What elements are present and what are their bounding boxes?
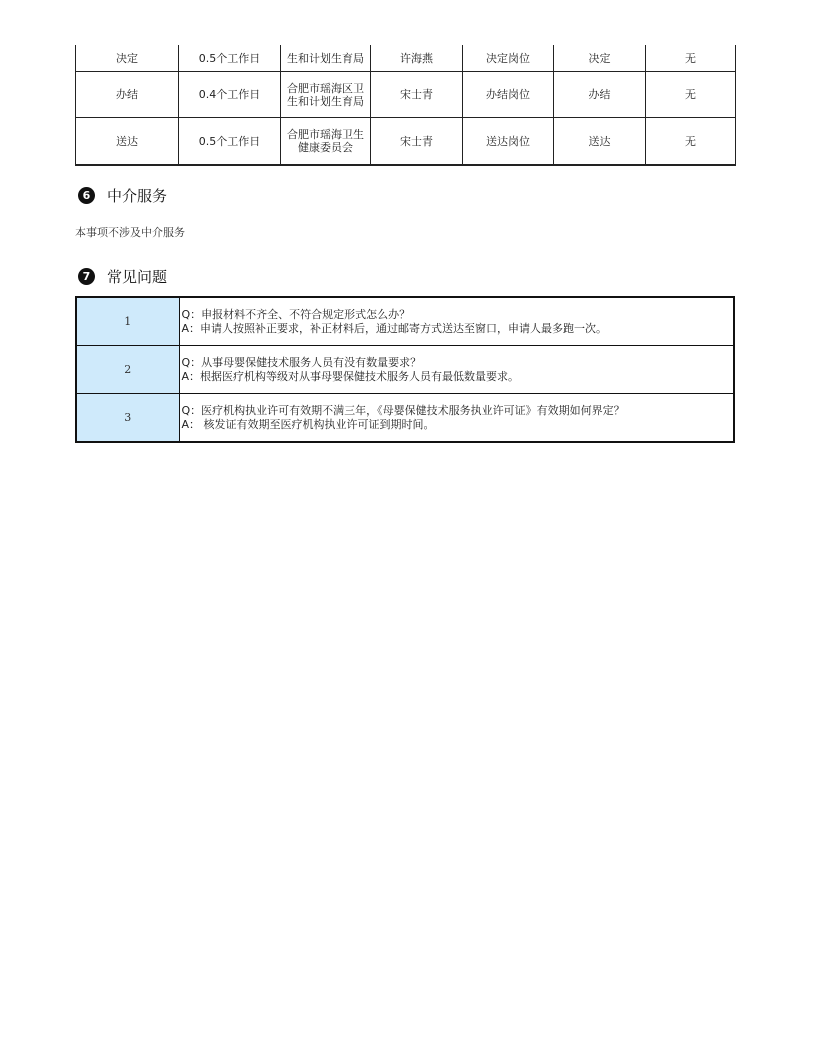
faq-answer: A：根据医疗机构等级对从事母婴保健技术服务人员有最低数量要求。	[181, 369, 520, 383]
post-cell: 办结岗位	[463, 72, 554, 118]
time-cell: 0.4个工作日	[179, 72, 281, 118]
faq-qa	[179, 394, 734, 443]
fee-cell: 无	[646, 118, 736, 166]
time-cell: 0.5个工作日	[179, 118, 281, 166]
faq-table	[75, 296, 735, 443]
dept-cell: 合肥市瑶海区卫生和计划生育局	[281, 72, 371, 118]
dept-cell: 合肥市瑶海卫生健康委员会	[281, 118, 371, 166]
table-row	[76, 45, 736, 72]
post-cell: 送达岗位	[463, 118, 554, 166]
faq-answer: A：申请人按照补正要求，补正材料后，通过邮寄方式送达至窗口，申请人最多跑一次。	[181, 321, 608, 335]
faq-qa	[179, 346, 734, 394]
faq-number: 2	[76, 346, 179, 394]
faq-question: Q：从事母婴保健技术服务人员有没有数量要求？	[181, 355, 422, 369]
process-table	[75, 45, 736, 166]
number-seven-icon: 7	[78, 268, 95, 285]
faq-row	[76, 297, 734, 346]
faq-row	[76, 346, 734, 394]
content-cell: 送达	[554, 118, 646, 166]
post-cell: 决定岗位	[463, 45, 554, 72]
step-cell: 决定	[76, 45, 179, 72]
faq-answer: A： 核发证有效期至医疗机构执业许可证到期时间。	[181, 417, 435, 431]
faq-title: 常见问题	[107, 267, 168, 286]
table-row	[76, 72, 736, 118]
dept-cell: 生和计划生育局	[281, 45, 371, 72]
fee-cell: 无	[646, 45, 736, 72]
table-row	[76, 118, 736, 166]
person-cell: 宋士青	[371, 118, 463, 166]
time-cell: 0.5个工作日	[179, 45, 281, 72]
content-cell: 决定	[554, 45, 646, 72]
intermediary-heading	[78, 184, 167, 206]
intermediary-title: 中介服务	[107, 186, 168, 205]
step-cell: 送达	[76, 118, 179, 166]
number-six-icon: 6	[78, 187, 95, 204]
faq-question: Q：医疗机构执业许可有效期不满三年，《母婴保健技术服务执业许可证》有效期如何界定？	[181, 403, 625, 417]
faq-qa	[179, 297, 734, 346]
faq-number: 3	[76, 394, 179, 443]
faq-number: 1	[76, 297, 179, 346]
faq-question: Q：申报材料不齐全、不符合规定形式怎么办？	[181, 307, 411, 321]
fee-cell: 无	[646, 72, 736, 118]
person-cell: 宋士青	[371, 72, 463, 118]
person-cell: 许海燕	[371, 45, 463, 72]
step-cell: 办结	[76, 72, 179, 118]
faq-row	[76, 394, 734, 443]
faq-heading	[78, 265, 167, 287]
intermediary-text: 本事项不涉及中介服务	[75, 226, 185, 239]
content-cell: 办结	[554, 72, 646, 118]
